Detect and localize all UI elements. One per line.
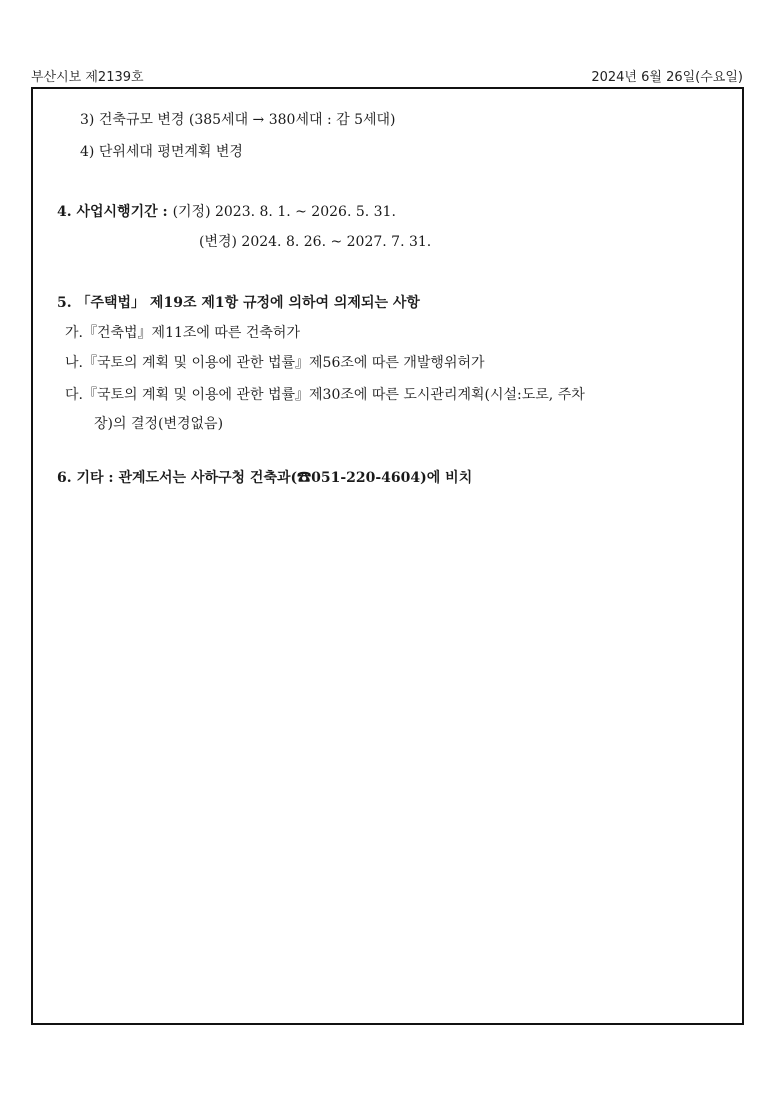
- section-5-heading: 5. 「주택법」 제19조 제1항 규정에 의하여 의제되는 사항: [57, 295, 420, 311]
- section-4-heading: 4. 사업시행기간 :: [57, 204, 173, 220]
- section-5-item-ga: 가.『건축법』제11조에 따른 건축허가: [65, 325, 300, 341]
- section-5-item-da-line-2: 장)의 결정(변경없음): [94, 416, 224, 432]
- document-frame: [31, 87, 744, 1025]
- section-4-existing-period: (기정) 2023. 8. 1. ~ 2026. 5. 31.: [172, 204, 396, 220]
- page-header: [31, 66, 743, 86]
- section-4-changed-period: (변경) 2024. 8. 26. ~ 2027. 7. 31.: [199, 234, 432, 250]
- publication-issue: 부산시보 제2139호: [31, 70, 144, 85]
- publication-date: 2024년 6월 26일(수요일): [591, 70, 743, 85]
- section-6-text: 6. 기타 : 관계도서는 사하구청 건축과(☎051-220-4604)에 비치: [57, 470, 473, 486]
- section-4-line-1: [57, 201, 396, 221]
- change-item-4: 4) 단위세대 평면계획 변경: [80, 144, 243, 160]
- section-5-item-na: 나.『국토의 계획 및 이용에 관한 법률』제56조에 따른 개발행위허가: [65, 355, 485, 371]
- section-5-item-da-line-1: 다.『국토의 계획 및 이용에 관한 법률』제30조에 따른 도시관리계획(시설:도로, 주차: [65, 387, 585, 403]
- change-item-3: 3) 건축규모 변경 (385세대 → 380세대 : 감 5세대): [80, 112, 396, 128]
